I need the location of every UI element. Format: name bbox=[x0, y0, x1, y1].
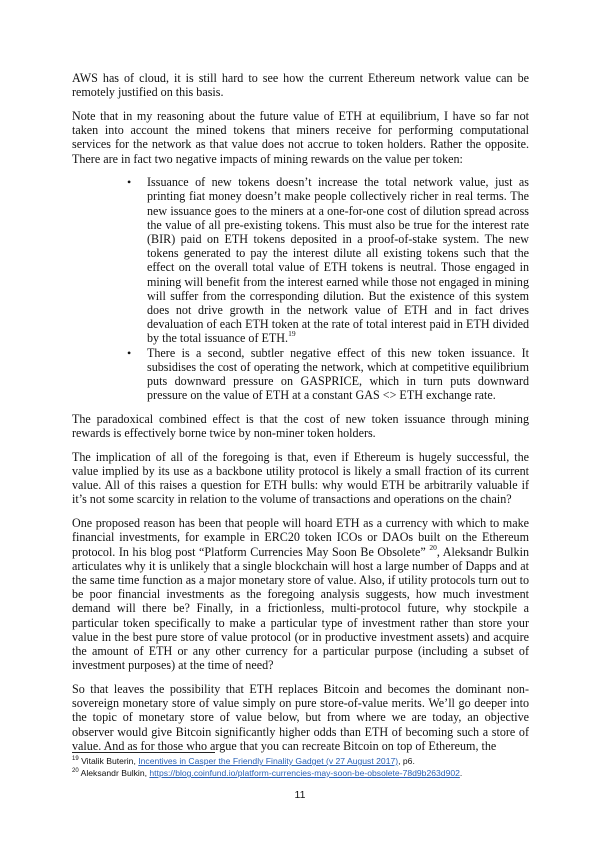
bullet-icon: • bbox=[127, 345, 132, 360]
paragraph-implication: The implication of all of the foregoing is that, even if Ethereum is hugely successful, the value implied by its use as a backbone utility protocol is likely a small fraction of its current value. All of this raises a question for ETH bulls: why would ETH be arbitrarily valuable if it’s not some scarcity in relation to the volume of transactions and operations on the chain? bbox=[72, 449, 529, 507]
footnote-20 bbox=[72, 767, 542, 779]
footnote-19 bbox=[72, 755, 542, 767]
footnote-separator bbox=[72, 752, 215, 753]
paragraph-mining-rewards-intro: Note that in my reasoning about the future value of ETH at equilibrium, I have so far not taken into account the mined tokens that miners receive for performing computational services for the network as that value does not accrue to token holders. Rather the opposite. There are in fact two negative impacts of mining rewards on the value per token: bbox=[72, 108, 529, 166]
footnotes bbox=[72, 755, 542, 779]
footnote-author: Vitalik Buterin, bbox=[81, 756, 139, 766]
paragraph-aws-cloud: AWS has of cloud, it is still hard to see how the current Ethereum network value can be remotely justified on this basis. bbox=[72, 71, 529, 100]
paragraph-paradoxical-effect: The paradoxical combined effect is that the cost of new token issuance through mining rewards is effectively borne twice by non-miner token holders. bbox=[72, 411, 529, 441]
footnote-suffix: , p6. bbox=[398, 756, 415, 766]
footnote-ref-19[interactable]: 19 bbox=[288, 329, 296, 339]
footnote-number: 19 bbox=[72, 756, 79, 763]
bullet-icon: • bbox=[127, 175, 132, 190]
footnote-author: Aleksandr Bulkin, bbox=[80, 768, 150, 778]
footnote-ref-20[interactable]: 20 bbox=[429, 542, 437, 552]
footnote-suffix: . bbox=[459, 768, 463, 778]
document-body bbox=[72, 71, 529, 762]
paragraph-text: , Aleksandr Bulkin articulates why it is unlikely that a single blockchain will host a large number of Dapps and at the same time function as a major monetary store of value. Also, if utility protocols turn out to be poor financial investments as the foregoing analysis suggests, how much investment demand will there be? Finally, in a frictionless, multi-protocol future, why stockpile a particular token specifically to make a particular type of investment rather than store your value in the best pure store of value protocol (or in productive investment assets) and acquire the amount of ETH or any other currency for a particular purpose (including a subset of investment purposes) at the time of need? bbox=[72, 544, 529, 673]
paragraph-hoard-eth bbox=[72, 516, 529, 672]
footnote-link-coinfund-blog[interactable]: https://blog.coinfund.io/platform-currencies-may-soon-be-obsolete-78d9b263d902 bbox=[149, 768, 460, 778]
list-item-issuance-dilution bbox=[127, 175, 529, 346]
paragraph-store-of-value: So that leaves the possibility that ETH replaces Bitcoin and becomes the dominant non-sovereign monetary store of value simply on pure store-of-value merits. We’ll go deeper into the topic of monetary store of value below, but from where we are today, an objective observer would give Bitcoin significantly higher odds than ETH of becoming such a store of value. And as for those who argue that you can recreate Bitcoin on top of Ethereum, the bbox=[72, 681, 529, 753]
list-item-text: There is a second, subtler negative effect of this new token issuance. It subsidises the cost of operating the network, which at competitive equilibrium puts downward pressure on GASPRICE, which in turn puts downward pressure on the value of ETH at a constant GAS <> ETH exchange rate. bbox=[147, 345, 529, 403]
list-item-gasprice-effect bbox=[127, 345, 529, 403]
footnote-number: 20 bbox=[72, 768, 79, 775]
footnote-link-casper-paper[interactable]: Incentives in Casper the Friendly Finality Gadget (v 27 August 2017) bbox=[138, 756, 399, 766]
paragraph-text: One proposed reason has been that people will hoard ETH as a currency with which to make financial investments, for example in ERC20 token ICOs or DAOs built on the Ethereum protocol. In his blog post “Platform Currencies May Soon Be Obsolete” bbox=[72, 516, 529, 559]
page-number: 11 bbox=[294, 789, 306, 801]
list-item-text: Issuance of new tokens doesn’t increase the total network value, just as printing fiat money doesn’t make people collectively richer in real terms. The new issuance goes to the miners at a one-for-one cost of dilution spread across the value of all pre-existing tokens. This must also be true for the interest rate (BIR) paid on ETH tokens deposited in a proof-of-stake system. The new tokens generated to pay the interest dilute all existing tokens such that the effect on the overall total value of ETH tokens is neutral. Those engaged in mining will benefit from the interest earned while those not engaged in mining will suffer from the corresponding dilution. But the existence of this system does not drive growth in the network value of ETH and in fact drives devaluation of each ETH token at the rate of total interest paid in ETH divided by the total issuance of ETH. bbox=[147, 175, 529, 346]
mining-impacts-list bbox=[72, 175, 529, 402]
